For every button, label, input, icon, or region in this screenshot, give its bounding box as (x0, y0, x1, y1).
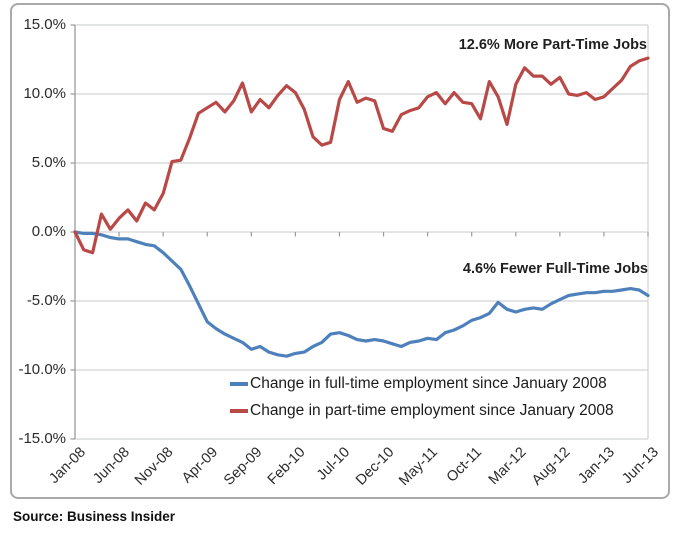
full-time-annotation: 4.6% Fewer Full-Time Jobs (462, 261, 648, 277)
x-tick-label: Jun-08 (90, 444, 133, 487)
y-tick-label: 15.0% (23, 16, 66, 33)
source-note: Source: Business Insider (13, 509, 176, 524)
x-tick-label: Feb-10 (265, 444, 309, 489)
legend-label: Change in full-time employment since January 2008 (250, 375, 607, 392)
part-time-series-line (75, 58, 648, 253)
legend-label: Change in part-time employment since January 2008 (250, 402, 614, 419)
y-tick-label: 5.0% (31, 154, 66, 171)
part-time-line-swatch (230, 409, 248, 413)
y-tick-label: 10.0% (23, 85, 66, 102)
x-tick-label: Jul-10 (313, 444, 354, 484)
x-tick-label: Aug-12 (529, 444, 574, 489)
x-tick-label: Jan-13 (574, 444, 618, 487)
legend-item-part-time (230, 402, 614, 420)
x-tick-label: May-11 (396, 444, 442, 490)
x-tick-label: Mar-12 (485, 444, 530, 489)
x-tick-label: Jan-08 (45, 444, 89, 487)
full-time-line-swatch (230, 382, 248, 386)
y-tick-label: -15.0% (18, 430, 66, 447)
part-time-annotation: 12.6% More Part-Time Jobs (458, 37, 647, 53)
x-tick-label: Oct-11 (443, 444, 486, 486)
x-tick-label: Nov-08 (132, 444, 177, 489)
x-tick-label: Jun-13 (618, 444, 662, 487)
x-tick-label: Dec-10 (352, 444, 398, 489)
y-tick-label: -5.0% (26, 292, 66, 309)
full-time-series-line (75, 232, 648, 356)
x-tick-label: Apr-09 (178, 444, 221, 487)
legend-item-full-time (230, 375, 607, 393)
x-tick-label: Sep-09 (220, 444, 265, 489)
y-tick-label: -10.0% (18, 361, 66, 378)
y-tick-label: 0.0% (31, 223, 66, 240)
